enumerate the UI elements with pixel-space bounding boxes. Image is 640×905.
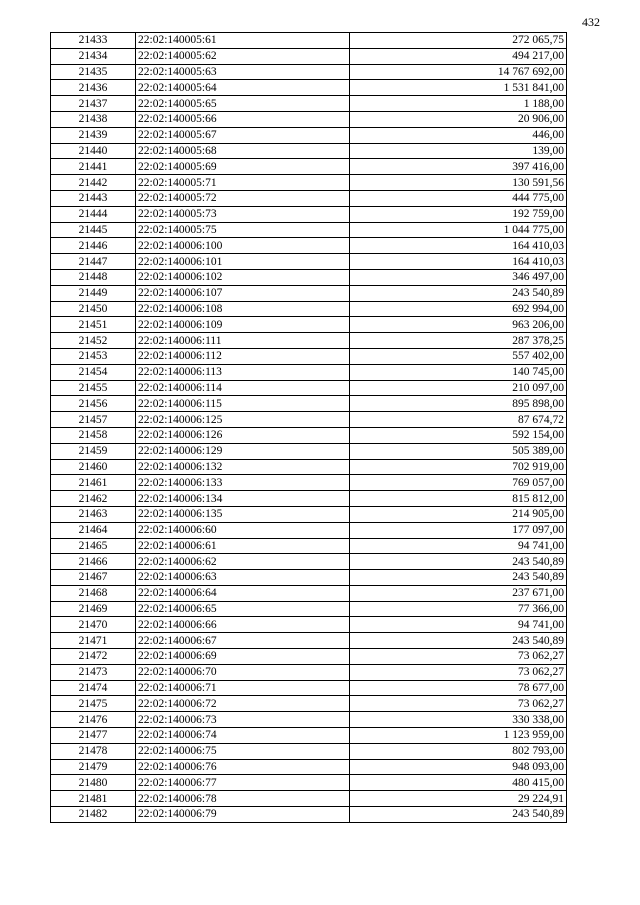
table-row	[51, 617, 567, 633]
cadastral-number-cell: 22:02:140006:61	[136, 538, 350, 554]
table-row	[51, 412, 567, 428]
table-row	[51, 96, 567, 112]
row-number-cell: 21455	[51, 380, 136, 396]
cadastral-value-cell: 78 677,00	[350, 680, 567, 696]
cadastral-number-cell: 22:02:140006:134	[136, 491, 350, 507]
cadastral-number-cell: 22:02:140006:69	[136, 649, 350, 665]
row-number-cell: 21462	[51, 491, 136, 507]
row-number-cell: 21446	[51, 238, 136, 254]
row-number-cell: 21443	[51, 190, 136, 206]
row-number-cell: 21456	[51, 396, 136, 412]
cadastral-number-cell: 22:02:140006:74	[136, 728, 350, 744]
table-row	[51, 743, 567, 759]
row-number-cell: 21474	[51, 680, 136, 696]
cadastral-number-cell: 22:02:140006:107	[136, 285, 350, 301]
table-row	[51, 206, 567, 222]
row-number-cell: 21469	[51, 601, 136, 617]
cadastral-number-cell: 22:02:140006:101	[136, 254, 350, 270]
table-row	[51, 712, 567, 728]
table-row	[51, 143, 567, 159]
cadastral-number-cell: 22:02:140005:67	[136, 127, 350, 143]
cadastral-value-cell: 692 994,00	[350, 301, 567, 317]
cadastral-number-cell: 22:02:140005:64	[136, 80, 350, 96]
cadastral-value-cell: 140 745,00	[350, 364, 567, 380]
table-row	[51, 807, 567, 823]
table-row	[51, 396, 567, 412]
table-row	[51, 775, 567, 791]
table-row	[51, 427, 567, 443]
table-row	[51, 522, 567, 538]
cadastral-value-cell: 94 741,00	[350, 538, 567, 554]
cadastral-value-cell: 164 410,03	[350, 254, 567, 270]
table-row	[51, 791, 567, 807]
table-row	[51, 348, 567, 364]
cadastral-value-cell: 769 057,00	[350, 475, 567, 491]
cadastral-value-cell: 243 540,89	[350, 554, 567, 570]
cadastral-number-cell: 22:02:140005:62	[136, 48, 350, 64]
cadastral-number-cell: 22:02:140005:73	[136, 206, 350, 222]
cadastral-value-cell: 815 812,00	[350, 491, 567, 507]
row-number-cell: 21476	[51, 712, 136, 728]
row-number-cell: 21438	[51, 111, 136, 127]
cadastral-number-cell: 22:02:140006:71	[136, 680, 350, 696]
table-row	[51, 696, 567, 712]
row-number-cell: 21442	[51, 175, 136, 191]
cadastral-value-cell: 73 062,27	[350, 664, 567, 680]
table-row	[51, 633, 567, 649]
cadastral-value-cell: 1 123 959,00	[350, 728, 567, 744]
table-row	[51, 491, 567, 507]
cadastral-value-cell: 29 224,91	[350, 791, 567, 807]
row-number-cell: 21434	[51, 48, 136, 64]
cadastral-value-cell: 192 759,00	[350, 206, 567, 222]
row-number-cell: 21461	[51, 475, 136, 491]
cadastral-number-cell: 22:02:140006:108	[136, 301, 350, 317]
cadastral-value-cell: 1 188,00	[350, 96, 567, 112]
table-row	[51, 269, 567, 285]
table-row	[51, 238, 567, 254]
row-number-cell: 21448	[51, 269, 136, 285]
row-number-cell: 21477	[51, 728, 136, 744]
cadastral-number-cell: 22:02:140006:75	[136, 743, 350, 759]
page-number: 432	[582, 15, 600, 29]
table-row	[51, 380, 567, 396]
cadastral-value-cell: 243 540,89	[350, 570, 567, 586]
table-row	[51, 48, 567, 64]
cadastral-number-cell: 22:02:140006:102	[136, 269, 350, 285]
cadastral-number-cell: 22:02:140006:133	[136, 475, 350, 491]
cadastral-number-cell: 22:02:140006:64	[136, 585, 350, 601]
table-row	[51, 111, 567, 127]
table-row	[51, 570, 567, 586]
table-row	[51, 759, 567, 775]
cadastral-value-cell: 330 338,00	[350, 712, 567, 728]
row-number-cell: 21433	[51, 33, 136, 49]
cadastral-value-cell: 444 775,00	[350, 190, 567, 206]
table-row	[51, 554, 567, 570]
cadastral-number-cell: 22:02:140006:115	[136, 396, 350, 412]
row-number-cell: 21460	[51, 459, 136, 475]
cadastral-value-cell: 214 905,00	[350, 506, 567, 522]
row-number-cell: 21479	[51, 759, 136, 775]
table-row	[51, 127, 567, 143]
row-number-cell: 21473	[51, 664, 136, 680]
table-row	[51, 649, 567, 665]
row-number-cell: 21472	[51, 649, 136, 665]
cadastral-value-cell: 963 206,00	[350, 317, 567, 333]
row-number-cell: 21450	[51, 301, 136, 317]
cadastral-number-cell: 22:02:140006:126	[136, 427, 350, 443]
cadastral-number-cell: 22:02:140006:132	[136, 459, 350, 475]
row-number-cell: 21470	[51, 617, 136, 633]
cadastral-number-cell: 22:02:140005:66	[136, 111, 350, 127]
cadastral-value-cell: 87 674,72	[350, 412, 567, 428]
cadastral-value-cell: 77 366,00	[350, 601, 567, 617]
table-body	[51, 33, 567, 823]
row-number-cell: 21482	[51, 807, 136, 823]
row-number-cell: 21464	[51, 522, 136, 538]
table-row	[51, 506, 567, 522]
table-row	[51, 33, 567, 49]
cadastral-value-cell: 164 410,03	[350, 238, 567, 254]
cadastral-value-cell: 346 497,00	[350, 269, 567, 285]
row-number-cell: 21441	[51, 159, 136, 175]
cadastral-number-cell: 22:02:140006:111	[136, 333, 350, 349]
cadastral-value-cell: 20 906,00	[350, 111, 567, 127]
table-row	[51, 364, 567, 380]
cadastral-number-cell: 22:02:140006:100	[136, 238, 350, 254]
cadastral-value-cell: 139,00	[350, 143, 567, 159]
cadastral-value-cell: 243 540,89	[350, 285, 567, 301]
row-number-cell: 21471	[51, 633, 136, 649]
cadastral-number-cell: 22:02:140006:66	[136, 617, 350, 633]
cadastral-number-cell: 22:02:140006:78	[136, 791, 350, 807]
cadastral-value-cell: 287 378,25	[350, 333, 567, 349]
table-row	[51, 222, 567, 238]
row-number-cell: 21458	[51, 427, 136, 443]
cadastral-value-cell: 557 402,00	[350, 348, 567, 364]
cadastral-value-cell: 94 741,00	[350, 617, 567, 633]
table-row	[51, 475, 567, 491]
row-number-cell: 21445	[51, 222, 136, 238]
table-row	[51, 333, 567, 349]
cadastral-value-cell: 397 416,00	[350, 159, 567, 175]
cadastral-number-cell: 22:02:140006:77	[136, 775, 350, 791]
table-row	[51, 664, 567, 680]
cadastral-number-cell: 22:02:140006:125	[136, 412, 350, 428]
cadastral-value-cell: 210 097,00	[350, 380, 567, 396]
cadastral-value-cell: 243 540,89	[350, 807, 567, 823]
table-row	[51, 254, 567, 270]
table-row	[51, 301, 567, 317]
cadastral-number-cell: 22:02:140005:72	[136, 190, 350, 206]
row-number-cell: 21475	[51, 696, 136, 712]
table-row	[51, 175, 567, 191]
table-row	[51, 728, 567, 744]
cadastral-number-cell: 22:02:140006:109	[136, 317, 350, 333]
row-number-cell: 21439	[51, 127, 136, 143]
table-row	[51, 285, 567, 301]
row-number-cell: 21435	[51, 64, 136, 80]
cadastral-number-cell: 22:02:140006:112	[136, 348, 350, 364]
table-row	[51, 459, 567, 475]
cadastral-value-table	[50, 32, 567, 823]
cadastral-number-cell: 22:02:140005:69	[136, 159, 350, 175]
table-row	[51, 80, 567, 96]
cadastral-number-cell: 22:02:140006:60	[136, 522, 350, 538]
cadastral-number-cell: 22:02:140006:63	[136, 570, 350, 586]
cadastral-value-cell: 446,00	[350, 127, 567, 143]
row-number-cell: 21444	[51, 206, 136, 222]
cadastral-value-cell: 177 097,00	[350, 522, 567, 538]
table-row	[51, 64, 567, 80]
row-number-cell: 21437	[51, 96, 136, 112]
table-row	[51, 585, 567, 601]
cadastral-number-cell: 22:02:140005:71	[136, 175, 350, 191]
row-number-cell: 21447	[51, 254, 136, 270]
cadastral-number-cell: 22:02:140005:75	[136, 222, 350, 238]
cadastral-number-cell: 22:02:140005:65	[136, 96, 350, 112]
cadastral-number-cell: 22:02:140006:70	[136, 664, 350, 680]
table-row	[51, 190, 567, 206]
row-number-cell: 21436	[51, 80, 136, 96]
table-row	[51, 317, 567, 333]
row-number-cell: 21452	[51, 333, 136, 349]
cadastral-value-cell: 592 154,00	[350, 427, 567, 443]
cadastral-number-cell: 22:02:140005:61	[136, 33, 350, 49]
row-number-cell: 21478	[51, 743, 136, 759]
cadastral-number-cell: 22:02:140006:72	[136, 696, 350, 712]
row-number-cell: 21480	[51, 775, 136, 791]
table-row	[51, 680, 567, 696]
cadastral-value-cell: 702 919,00	[350, 459, 567, 475]
cadastral-value-cell: 73 062,27	[350, 649, 567, 665]
cadastral-number-cell: 22:02:140006:73	[136, 712, 350, 728]
cadastral-number-cell: 22:02:140006:67	[136, 633, 350, 649]
cadastral-value-cell: 505 389,00	[350, 443, 567, 459]
cadastral-value-cell: 480 415,00	[350, 775, 567, 791]
cadastral-number-cell: 22:02:140006:65	[136, 601, 350, 617]
cadastral-number-cell: 22:02:140006:76	[136, 759, 350, 775]
cadastral-number-cell: 22:02:140006:114	[136, 380, 350, 396]
cadastral-number-cell: 22:02:140005:63	[136, 64, 350, 80]
row-number-cell: 21440	[51, 143, 136, 159]
row-number-cell: 21459	[51, 443, 136, 459]
row-number-cell: 21465	[51, 538, 136, 554]
cadastral-value-cell: 130 591,56	[350, 175, 567, 191]
cadastral-number-cell: 22:02:140006:129	[136, 443, 350, 459]
table-row	[51, 538, 567, 554]
cadastral-number-cell: 22:02:140006:79	[136, 807, 350, 823]
row-number-cell: 21454	[51, 364, 136, 380]
cadastral-number-cell: 22:02:140006:113	[136, 364, 350, 380]
row-number-cell: 21449	[51, 285, 136, 301]
row-number-cell: 21453	[51, 348, 136, 364]
row-number-cell: 21466	[51, 554, 136, 570]
cadastral-value-cell: 237 671,00	[350, 585, 567, 601]
cadastral-value-cell: 494 217,00	[350, 48, 567, 64]
cadastral-value-cell: 14 767 692,00	[350, 64, 567, 80]
table-row	[51, 443, 567, 459]
row-number-cell: 21451	[51, 317, 136, 333]
cadastral-value-cell: 802 793,00	[350, 743, 567, 759]
cadastral-value-cell: 272 065,75	[350, 33, 567, 49]
cadastral-value-cell: 1 531 841,00	[350, 80, 567, 96]
row-number-cell: 21481	[51, 791, 136, 807]
cadastral-value-cell: 948 093,00	[350, 759, 567, 775]
row-number-cell: 21457	[51, 412, 136, 428]
table-row	[51, 159, 567, 175]
table-row	[51, 601, 567, 617]
row-number-cell: 21463	[51, 506, 136, 522]
row-number-cell: 21467	[51, 570, 136, 586]
cadastral-value-cell: 243 540,89	[350, 633, 567, 649]
cadastral-number-cell: 22:02:140006:62	[136, 554, 350, 570]
cadastral-value-cell: 1 044 775,00	[350, 222, 567, 238]
row-number-cell: 21468	[51, 585, 136, 601]
cadastral-number-cell: 22:02:140006:135	[136, 506, 350, 522]
cadastral-number-cell: 22:02:140005:68	[136, 143, 350, 159]
cadastral-value-cell: 73 062,27	[350, 696, 567, 712]
cadastral-value-cell: 895 898,00	[350, 396, 567, 412]
